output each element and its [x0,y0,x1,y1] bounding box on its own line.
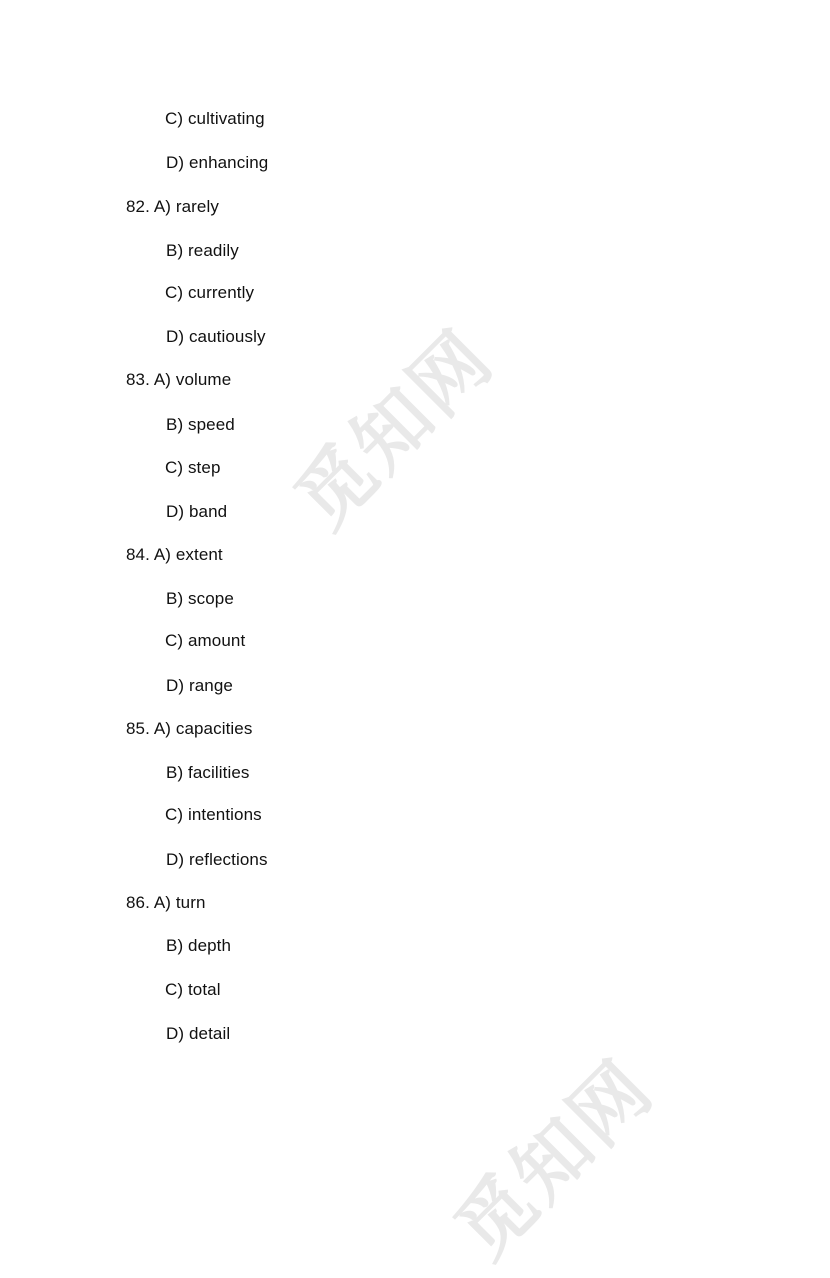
option-line: D) cautiously [166,327,266,346]
option-line: B) scope [166,589,234,608]
option-line: B) depth [166,936,232,955]
option-line: C) intentions [165,805,262,824]
question-line: 84. A) extent [126,545,223,564]
option-line: D) detail [166,1024,231,1043]
option-line: B) facilities [166,763,250,782]
option-line: D) range [166,676,233,695]
option-line: C) currently [165,283,255,302]
option-line: C) amount [165,631,246,650]
question-line: 82. A) rarely [126,197,219,216]
option-line: D) band [166,502,228,521]
option-line: C) cultivating [165,109,265,128]
option-line: C) total [165,980,221,999]
question-line: 83. A) volume [126,370,232,389]
option-line: B) speed [166,415,235,434]
option-line: B) readily [166,241,239,260]
option-line: D) enhancing [166,153,269,172]
option-line: D) reflections [166,850,268,869]
option-line: C) step [165,458,221,477]
watermark: 觅知网 [437,1042,671,1276]
question-line: 85. A) capacities [126,719,253,738]
watermark: 觅知网 [277,312,511,546]
question-line: 86. A) turn [126,893,206,912]
